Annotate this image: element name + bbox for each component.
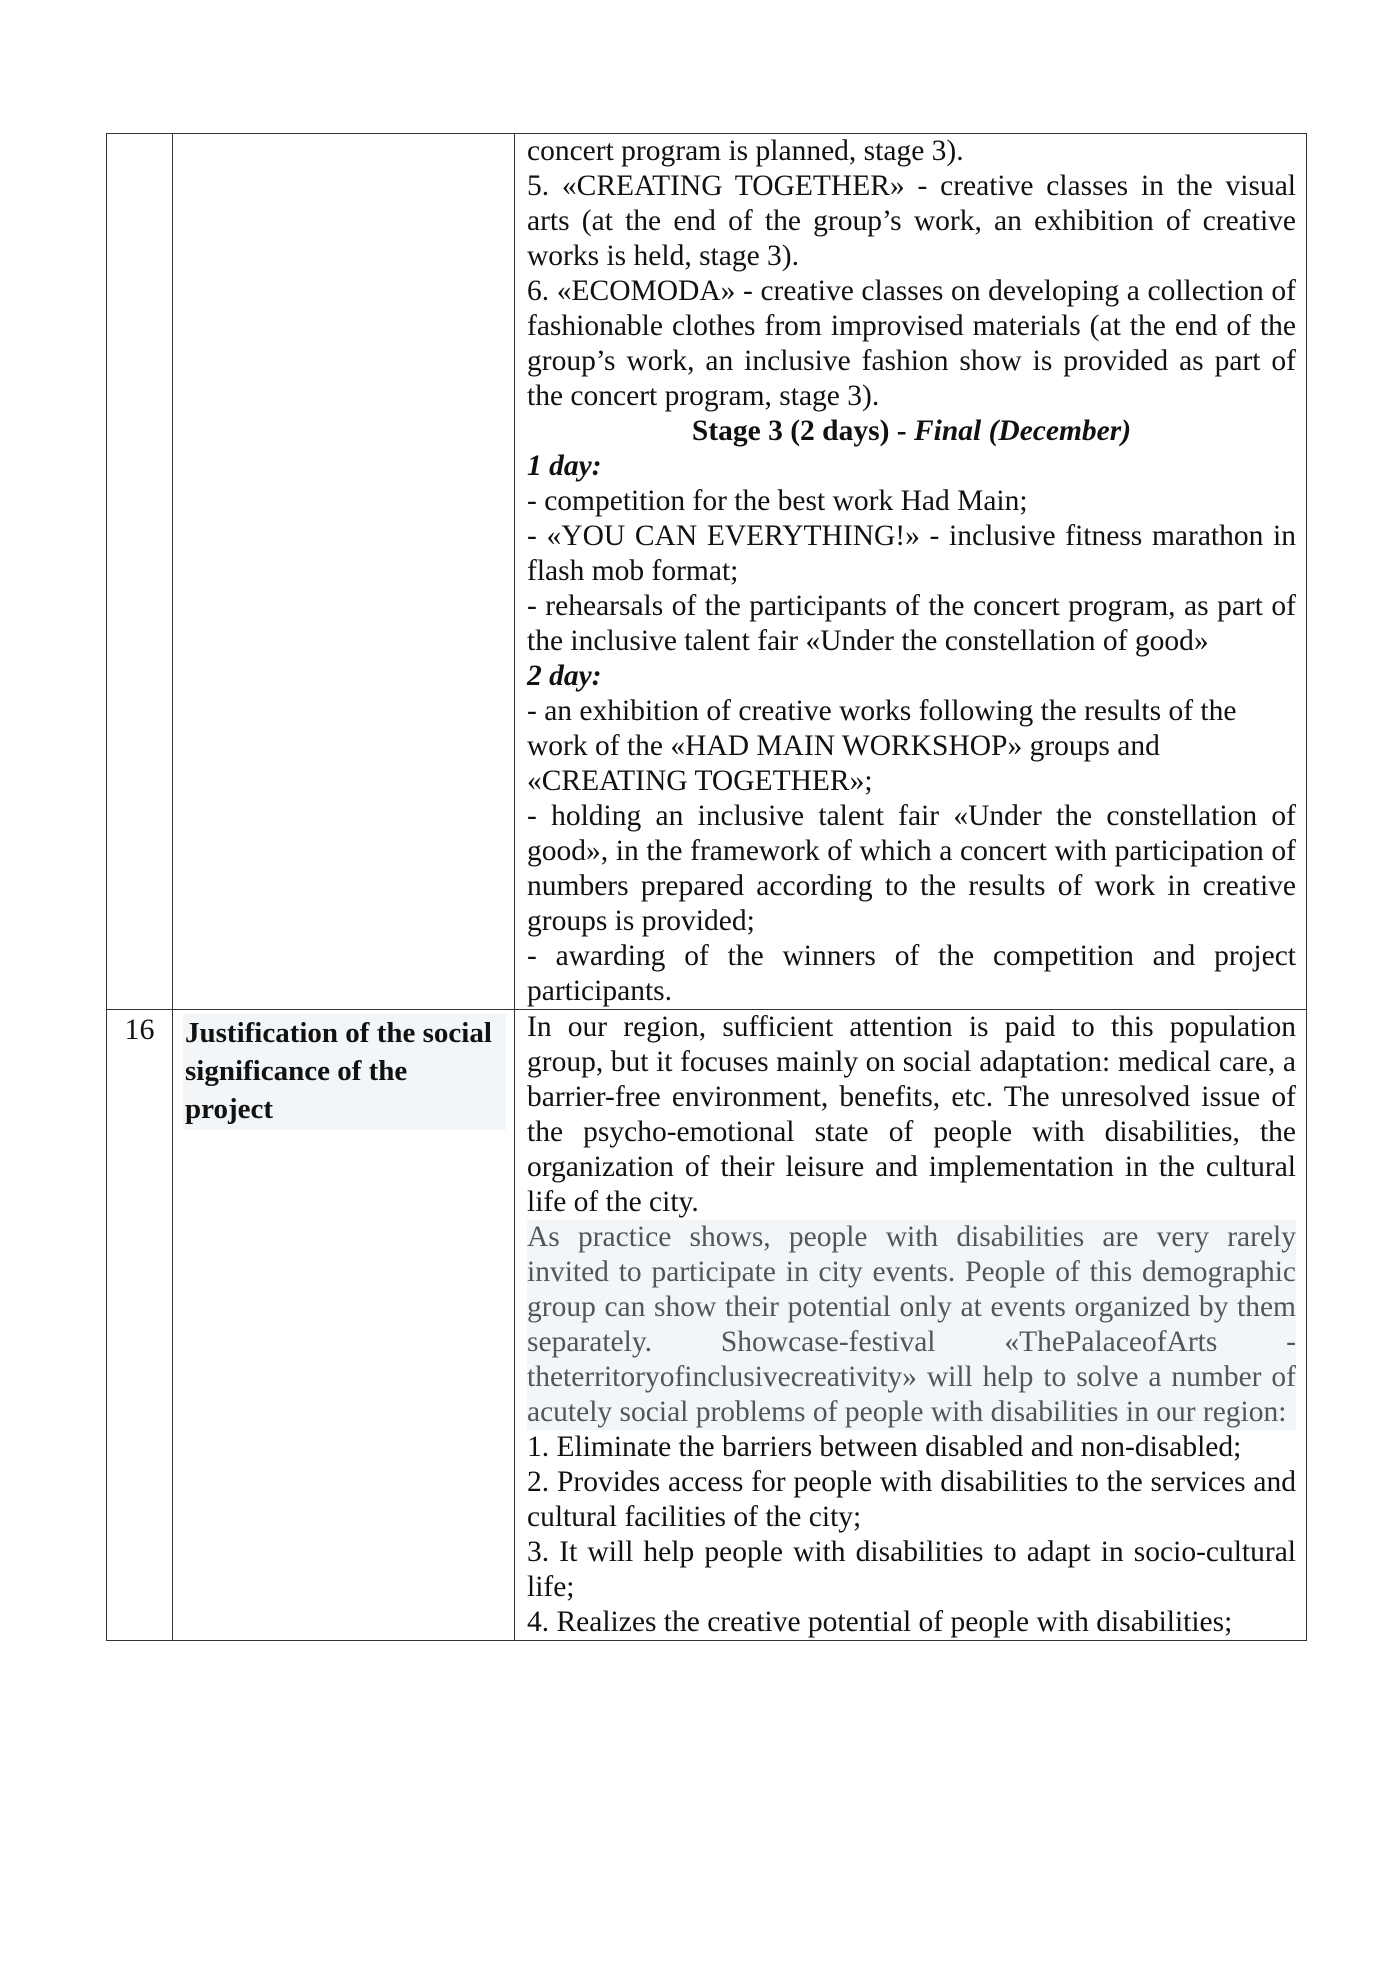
stage-heading-label: Stage 3 (2 days) - xyxy=(691,415,914,447)
day-label: 1 day: xyxy=(527,450,602,482)
paragraph: 6. «ECOMODA» - creative classes on developing a collection of fashionable clothes from improvised materials (at the end of the group’s work, an inclusive fashion show is provided as part of the concert program, stage 3). xyxy=(527,275,1296,412)
row-title: Justification of the social significance of the project xyxy=(183,1014,506,1130)
row-content-cell xyxy=(515,1010,1307,1641)
paragraph: 5. «CREATING TOGETHER» - creative classes in the visual arts (at the end of the group’s work, an exhibition of creative works is held, stage 3). xyxy=(527,170,1296,272)
row-title-cell xyxy=(173,1010,515,1641)
list-item: - holding an inclusive talent fair «Under the constellation of good», in the framework of which a concert with participation of numbers prepared according to the results of work in creative groups is provided; xyxy=(527,800,1296,937)
list-item: - awarding of the winners of the competition and project participants. xyxy=(527,940,1296,1007)
paragraph-highlighted: As practice shows, people with disabilities are very rarely invited to participate in city events. People of this demographic group can show their potential only at events organized by them separately. Showcase-festival «ThePalaceofArts - theterritoryofinclusivecreativity» will help to solve a number of acutely social problems of people with disabilities in our region: xyxy=(527,1221,1296,1428)
table-row xyxy=(107,1010,1307,1641)
paragraph: In our region, sufficient attention is paid to this population group, but it focuses mainly on social adaptation: medical care, a barrier-free environment, benefits, etc. The unresolved issue of the psycho-emotional state of people with disabilities, the organization of their leisure and implementation in the cultural life of the city. xyxy=(527,1011,1296,1218)
list-item: 1. Eliminate the barriers between disabled and non-disabled; xyxy=(527,1431,1242,1463)
list-item: - competition for the best work Had Main; xyxy=(527,485,1028,517)
row-number xyxy=(107,134,172,136)
list-item: - an exhibition of creative works following the results of the work of the «HAD MAIN WORKSHOP» groups and «CREATING TOGETHER»; xyxy=(527,695,1237,797)
paragraph: concert program is planned, stage 3). xyxy=(527,135,964,167)
row-number-cell xyxy=(107,1010,173,1641)
list-item: - rehearsals of the participants of the concert program, as part of the inclusive talent fair «Under the constellation of good» xyxy=(527,590,1296,657)
project-table xyxy=(106,133,1307,1641)
stage-heading-period: Final (December) xyxy=(913,415,1132,447)
list-item: - «YOU CAN EVERYTHING!» - inclusive fitness marathon in flash mob format; xyxy=(527,520,1296,587)
stage-heading xyxy=(527,414,1296,449)
list-item: 2. Provides access for people with disabilities to the services and cultural facilities of the city; xyxy=(527,1466,1296,1533)
list-item: 3. It will help people with disabilities to adapt in socio-cultural life; xyxy=(527,1536,1296,1603)
table-row xyxy=(107,134,1307,1010)
row-title-cell xyxy=(173,134,515,1010)
row-number: 16 xyxy=(124,1013,155,1046)
row-content-cell xyxy=(515,134,1307,1010)
list-item: 4. Realizes the creative potential of people with disabilities; xyxy=(527,1606,1233,1638)
day-label: 2 day: xyxy=(527,660,602,692)
row-number-cell xyxy=(107,134,173,1010)
